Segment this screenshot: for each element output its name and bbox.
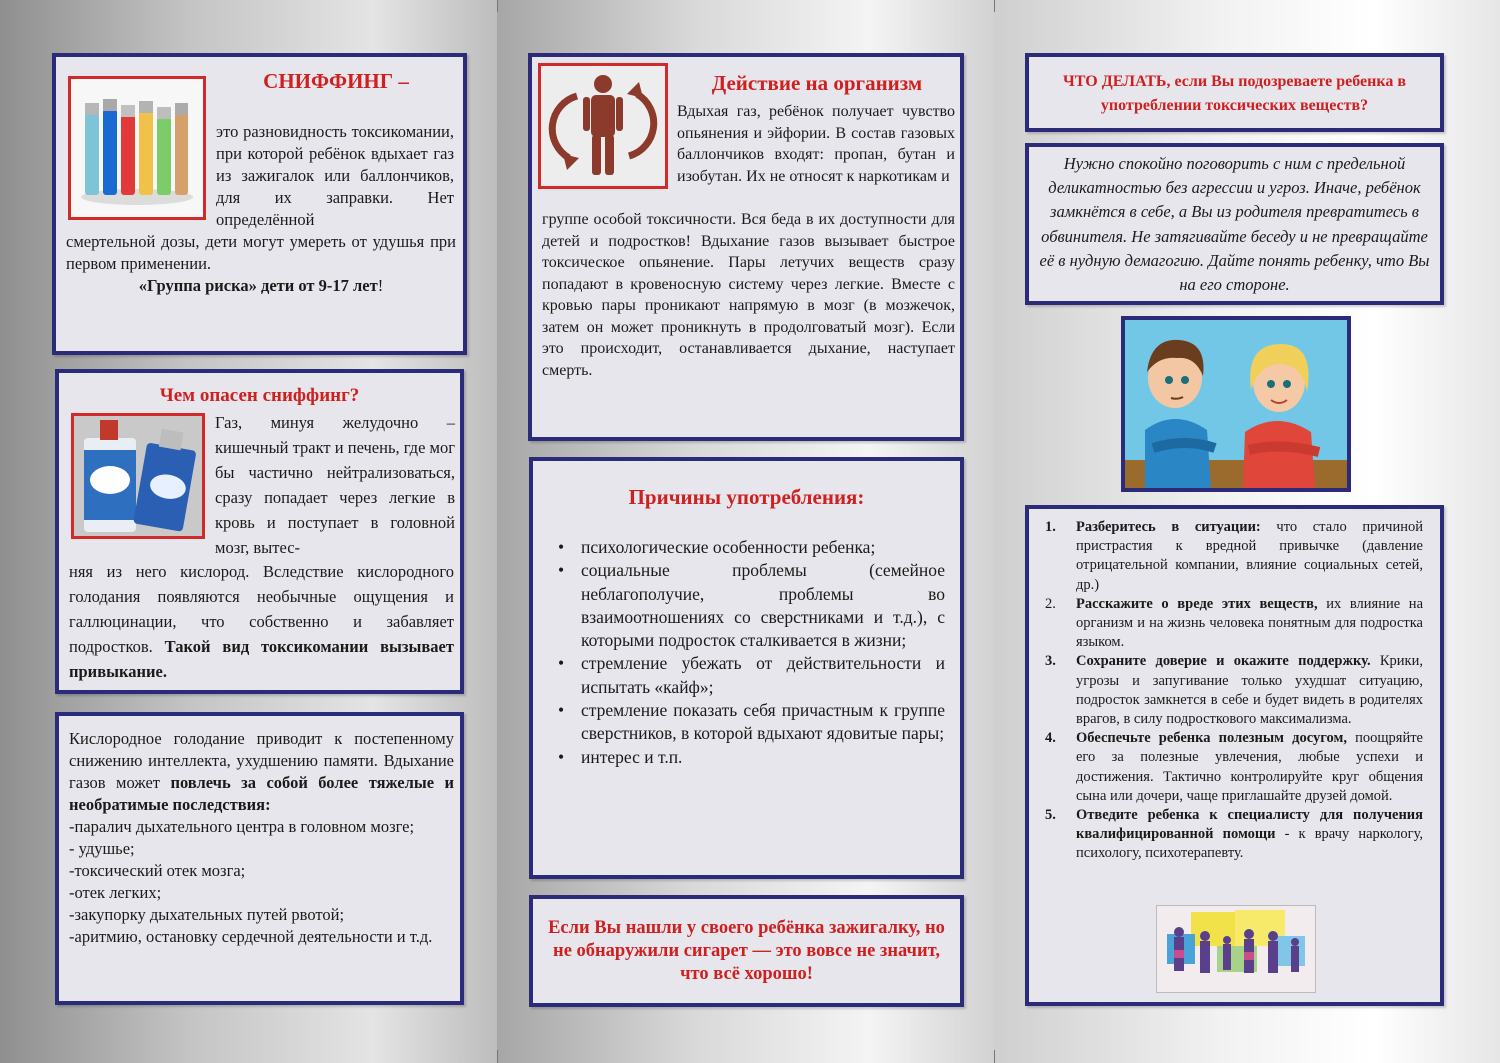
step-number: 2. <box>1045 595 1056 612</box>
danger-box <box>55 369 464 694</box>
parent-child-talk-illustration <box>1121 316 1351 492</box>
step-text: поощряйте его за полезные увлечения, любые успехи и достижения. Тактично контролируйте круг общения сына или дочери, чаще приглашайте друзей домой. <box>1076 730 1423 804</box>
lighters-icon <box>71 79 203 217</box>
list-item: • социальные проблемы (семейное неблагополучие, проблемы во взаимоотношениях со сверстниками и т.д.), с которыми подросток сталкивается в жизни; <box>555 559 945 652</box>
step-heading: Сохраните доверие и окажите поддержку. <box>1076 653 1371 670</box>
calm-talk-advice-box <box>1025 143 1444 305</box>
risk-group-bold: «Группа риска» дети от 9-17 лет <box>138 276 378 295</box>
step-number: 5. <box>1045 807 1056 824</box>
body-effect-text-continued: группе особой токсичности. Вся беда в их доступности для детей и подростков! Вдыхание газов вызывает быстрое токсическое опьянение. Пары летучих веществ сразу попадают в кровеносную систему через легкие. Вместе с кровью пары проникают напрямую в мозг (в мозжечок, затем он может проникнуть в продолговатый мозг). Если это происходит, останавливается дыхание, наступает смерть. <box>542 211 955 379</box>
consequences-intro <box>69 728 454 816</box>
list-item: • стремление показать себя причастным к группе сверстников, в которой вдыхают ядовитые пары; <box>555 699 945 746</box>
list-item: • стремление убежать от действительности и испытать «кайф»; <box>555 652 945 699</box>
list-item <box>1043 729 1423 806</box>
body-effect-text: Вдыхая газ, ребёнок получает чувство опьянения и эйфории. В состав газовых баллончиков входят: пропан, бутан и изобутан. Их не относят к наркотикам и <box>677 103 955 185</box>
step-heading: Обеспечьте ребенка полезным досугом, <box>1076 730 1347 747</box>
step-number: 1. <box>1045 519 1056 535</box>
sniffing-title: СНИФФИНГ – <box>263 69 409 93</box>
danger-title: Чем опасен сниффинг? <box>159 385 360 406</box>
step-text: что стало причиной пристрастия к вредной привычке (давление отрицательной компании, влияние социальных сетей, др.) <box>1076 519 1423 593</box>
list-item <box>1043 652 1423 729</box>
step-heading: Расскажите о вреде этих веществ, <box>1076 595 1318 612</box>
step-text: их влияние на организм и на жизнь человека понятным для подростка языком. <box>1076 595 1424 651</box>
danger-text-continued <box>69 559 454 684</box>
conversation-icon <box>1125 320 1347 488</box>
sniffing-definition-text-continued: смертельной дозы, дети могут умереть от удушья при первом применении. <box>66 232 456 273</box>
step-number: 4. <box>1045 730 1056 747</box>
fold-mark <box>497 1050 498 1063</box>
list-item: -закупорку дыхательных путей рвотой; <box>69 905 345 924</box>
sniffing-definition-box <box>52 53 467 355</box>
step-number: 3. <box>1045 653 1056 670</box>
what-to-do-header-box <box>1025 53 1444 132</box>
person-cycle-graphic <box>538 63 668 189</box>
puzzle-people-icon <box>1157 906 1315 992</box>
danger-text-plain: няя из него кислород. Вследствие кислородного голодания появляются необычные ощущения и галлюцинации, что собственно и забавляет подростков. <box>69 562 454 656</box>
list-item: -токсический отек мозга; <box>69 861 246 880</box>
risk-group-line <box>66 275 456 297</box>
list-item: - удушье; <box>69 839 135 858</box>
consequences-intro-bold: повлечь за собой более тяжелые и необратимые последствия: <box>69 773 454 814</box>
what-to-do-title: ЧТО ДЕЛАТЬ, если Вы подозреваете ребенка в употреблении токсических веществ? <box>1063 73 1406 114</box>
step-text: Крики, угрозы и запугивание только ухудшат ситуацию, подросток замкнется в себе и будет видеть в родителях врагов, в силу подросткового максимализма. <box>1076 653 1423 728</box>
gas-cans-photo <box>71 413 205 539</box>
danger-text: Газ, минуя желудочно – кишечный тракт и печень, где мог бы частично нейтрализоваться, сразу попадает через легкие в кровь и поступает в головной мозг, вытес- <box>215 413 455 557</box>
calm-talk-advice-text: Нужно спокойно поговорить с ним с предельной деликатностью без агрессии и угроз. Иначе, ребёнок замкнётся в себе, а Вы из родителя превратитесь в обвинителя. Не затягивайте беседу и не превращайте её в нудную демагогию. Дайте понять ребенку, что Вы на его стороне. <box>1039 154 1430 295</box>
causes-title: Причины употребления: <box>628 485 865 509</box>
parent-steps-box <box>1025 505 1444 1006</box>
list-item <box>1043 518 1423 595</box>
sniffing-definition-text: это разновидность токсикомании, при которой ребёнок вдыхает газ из зажигалок или баллончиков, для их заправки. Нет определённой <box>216 122 454 229</box>
list-item: • психологические особенности ребенка; <box>555 536 945 559</box>
causes-list <box>555 536 945 769</box>
parent-steps-list <box>1043 518 1423 864</box>
fold-mark <box>497 0 498 12</box>
fold-mark <box>994 0 995 12</box>
body-effect-box <box>528 53 964 441</box>
consequences-intro-plain: Кислородное голодание приводит к постепенному снижению интеллекта, ухудшению памяти. Вдыхание газов может <box>69 729 454 792</box>
step-heading: Разберитесь в ситуации: <box>1076 519 1261 535</box>
body-effect-title: Действие на организм <box>711 71 923 95</box>
risk-group-tail: ! <box>377 276 384 295</box>
gas-can-icon <box>74 416 202 536</box>
lighters-photo <box>68 76 206 220</box>
consequences-list <box>69 816 454 948</box>
family-group-illustration <box>1156 905 1316 993</box>
step-text: - к врачу наркологу, психологу, психотерапевту. <box>1076 826 1423 862</box>
lighter-warning-box <box>529 895 964 1007</box>
lighter-warning-text: Если Вы нашли у своего ребёнка зажигалку, но не обнаружили сигарет — это вовсе не значит, что всё хорошо! <box>548 918 945 984</box>
consequences-box <box>55 712 464 1005</box>
fold-mark <box>994 1050 995 1063</box>
list-item <box>1043 806 1423 864</box>
list-item: • интерес и т.п. <box>555 746 945 769</box>
list-item <box>1043 595 1423 653</box>
causes-box <box>529 457 964 879</box>
list-item: -паралич дыхательного центра в головном мозге; <box>69 817 415 836</box>
list-item: -отек легких; <box>69 883 162 902</box>
step-heading: Отведите ребенка к специалисту для получения квалифицированной помощи <box>1076 807 1423 843</box>
list-item: -аритмию, остановку сердечной деятельности и т.д. <box>69 927 433 946</box>
danger-text-bold: Такой вид токсикомании вызывает привыкание. <box>69 637 454 681</box>
person-cycle-icon <box>541 66 665 186</box>
